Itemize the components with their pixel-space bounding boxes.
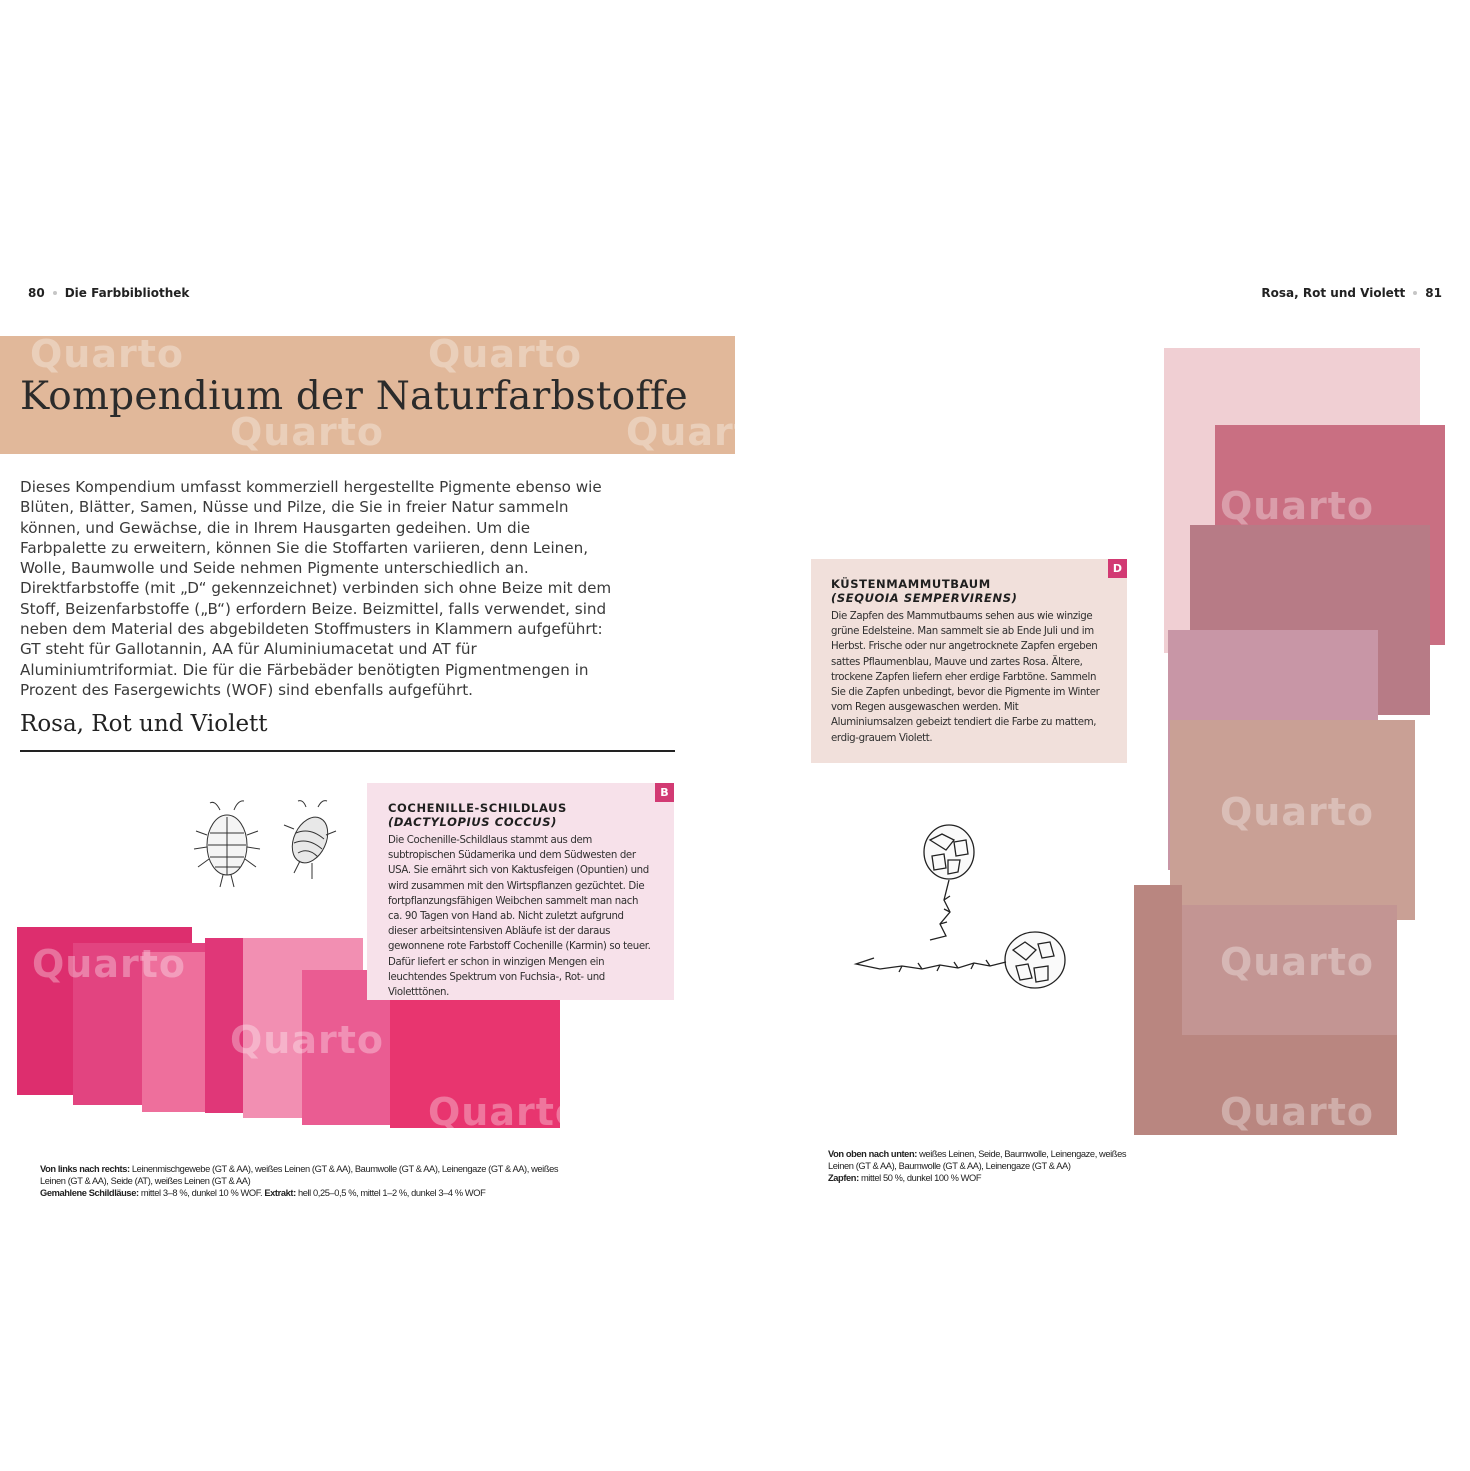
section-divider [20, 750, 675, 752]
watermark: Quarto [1220, 790, 1375, 834]
infobox-text: Die Zapfen des Mammutbaums sehen aus wie winzige grüne Edelsteine. Man sammelt sie ab Ende Juli und im Herbst. Frische oder nur angetrocknete Zapfen ergeben sattes Pflaumenblau, Mauve und zartes Rosa. Ältere, trockene Zapfen liefern eher erdige Farbtöne. Sammeln Sie die Zapfen unbedingt, bevor die Pigmente im Winter vom Regen ausgewaschen werden. Mit Aluminiumsalzen gebeizt tendiert die Farbe zu mattem, erdig-grauem Violett. [831, 611, 1100, 744]
caption-label: Extrakt: [264, 1188, 296, 1198]
caption-label: Von oben nach unten: [828, 1149, 917, 1159]
left-page-number: 80 [28, 286, 45, 300]
infobox-title: COCHENILLE-SCHILDLAUS [388, 801, 567, 815]
caption-text: mittel 3–8 %, dunkel 10 % WOF. [138, 1188, 265, 1198]
left-running-title: Die Farbbibliothek [64, 286, 190, 300]
caption-label: Gemahlene Schildläuse: [40, 1188, 139, 1198]
caption-text: hell 0,25–0,5 %, mittel 1–2 %, dunkel 3–4 % WOF [295, 1188, 486, 1198]
badge-mordant: B [655, 783, 674, 802]
watermark: Quarto [32, 942, 187, 986]
right-page-number: 81 [1425, 286, 1442, 300]
sequoia-cone-illustration [850, 820, 1070, 1000]
caption-label: Zapfen: [828, 1173, 859, 1183]
watermark: Quarto [30, 332, 185, 376]
infobox-text: Die Cochenille-Schildlaus stammt aus dem subtropischen Südamerika und dem Südwesten der USA. Sie ernährt sich von Kaktusfeigen (Opuntien) und wird zusammen mit den Wirtspflanzen gezüchtet. Die fortpflanzungsfähigen Weibchen sammelt man nach ca. 90 Tagen von Hand ab. Nicht zuletzt aufgrund dieser arbeitsintensiven Abläufe ist der daraus gewonnene rote Farbstoff Cochenille (Karmin) so teuer. Dafür liefert er schon in winzigen Mengen ein leuchtendes Spektrum von Fuchsia-, Rot- und Violetttönen. [388, 835, 651, 999]
infobox-sequoia [811, 559, 1127, 763]
intro-paragraph: Dieses Kompendium umfasst kommerziell hergestellte Pigmente ebenso wie Blüten, Blätter, Samen, Nüsse und Pilze, die Sie in freier Natur sammeln können, und Gewächse, die in Ihrem Hausgarten gedeihen. Um die Farbpalette zu erweitern, können Sie die Stoffarten variieren, denn Leinen, Wolle, Baumwolle und Seide nehmen Pigmente unterschiedlich an. Direktfarbstoffe (mit „D“ gekennzeichnet) verbinden sich ohne Beize mit dem Stoff, Beizenfarbstoffe („B“) erfordern Beize. Beizmittel, falls verwendet, sind neben dem Material des abgebildeten Stoffmusters in Klammern aufgeführt: GT steht für Gallotannin, AA für Aluminiumacetat und AT für Aluminiumtriformiat. Die für die Färbebäder benötigten Pigmentmengen in Prozent des Fasergewichts (WOF) sind ebenfalls aufgeführt. [20, 478, 612, 699]
separator-dot [53, 291, 57, 295]
cochineal-insect-illustration [190, 795, 360, 895]
title-band [0, 332, 781, 454]
fabric-swatch-7 [1134, 1035, 1397, 1135]
section-heading: Rosa, Rot und Violett [20, 711, 268, 737]
right-running-header [1261, 286, 1442, 300]
caption-right [828, 1148, 1128, 1184]
badge-direct: D [1108, 559, 1127, 578]
left-running-header [28, 286, 189, 300]
infobox-scientific-name: (SEQUOIA SEMPERVIRENS) [831, 591, 1018, 605]
watermark: Quarto [1220, 940, 1375, 984]
watermark: Quarto [230, 1018, 385, 1062]
caption-label: Von links nach rechts: [40, 1164, 130, 1174]
page-title: Kompendium der Naturfarbstoffe [20, 374, 688, 419]
fabric-swatch-7 [390, 998, 560, 1128]
infobox-title: KÜSTENMAMMUTBAUM [831, 577, 991, 591]
right-running-title: Rosa, Rot und Violett [1261, 286, 1406, 300]
caption-text: weißes Leinen, Seide, Baumwolle, Leinengaze, weißes Leinen (GT & AA), Baumwolle (GT & AA), Leinengaze (GT & AA) [828, 1149, 1127, 1171]
watermark: Quarto [1220, 1090, 1375, 1134]
watermark: Quarto [230, 410, 385, 454]
caption-left [40, 1163, 580, 1199]
watermark: Quarto [1220, 484, 1375, 528]
watermark: Quarto [428, 332, 583, 376]
infobox-scientific-name: (DACTYLOPIUS COCCUS) [388, 815, 557, 829]
watermark: Quarto [626, 410, 781, 454]
caption-text: Leinenmischgewebe (GT & AA), weißes Leinen (GT & AA), Baumwolle (GT & AA), Leinengaze (GT & AA), weißes Leinen (GT & AA), Seide (AT), weißes Leinen (GT & AA) [40, 1164, 559, 1186]
fabric-swatch-6 [1172, 905, 1397, 1040]
watermark: Quarto [428, 1090, 583, 1134]
separator-dot [1413, 291, 1417, 295]
caption-text: mittel 50 %, dunkel 100 % WOF [858, 1173, 982, 1183]
fabric-swatch-5 [1170, 720, 1415, 920]
infobox-cochineal [367, 783, 674, 1000]
